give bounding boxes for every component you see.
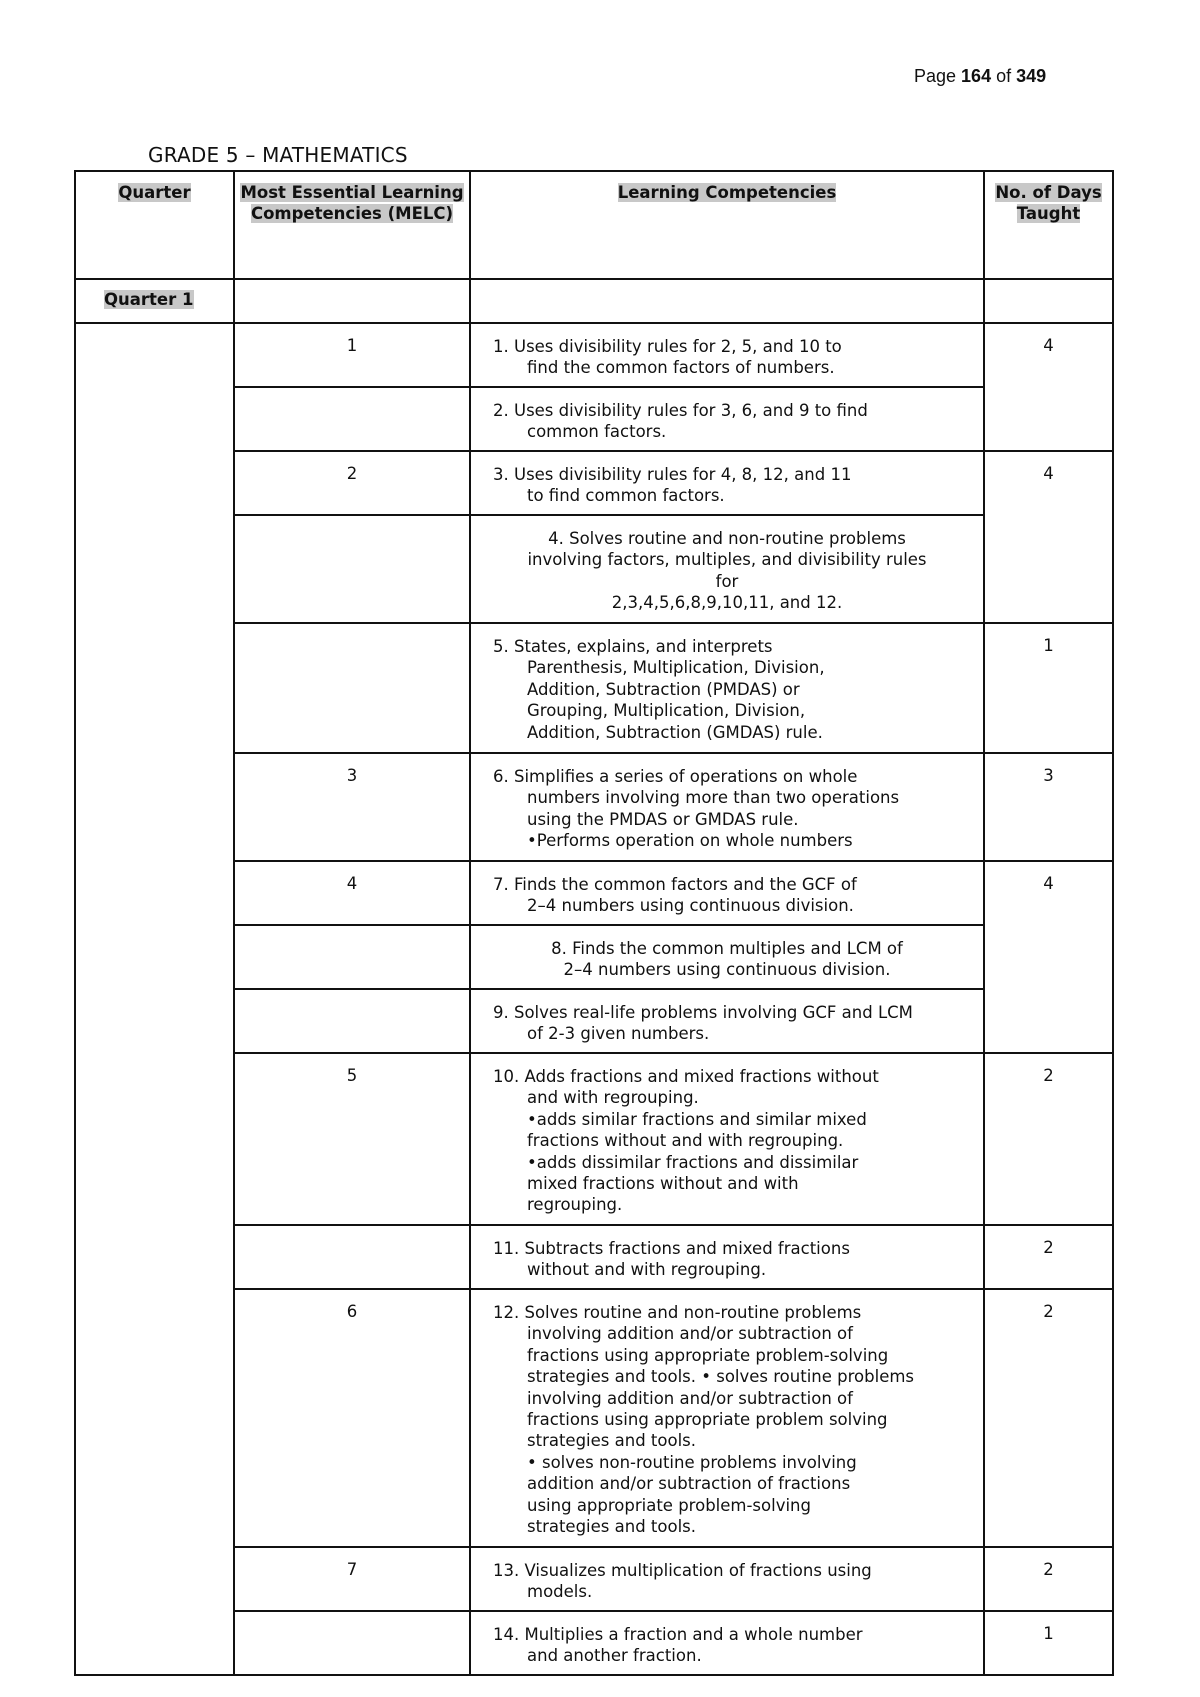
page-total: 349 [1016,66,1047,86]
competency-cell [470,451,984,515]
days-taught: 4 [984,451,1113,623]
header-days-label: No. of Days Taught [995,183,1102,223]
competency-line: for [715,571,739,591]
melc-number [234,1225,470,1289]
competency-line: 9. Solves real-life problems involving GCF and LCM [493,1003,913,1022]
competency-cell [470,1053,984,1225]
competency-cell [470,515,984,623]
header-competencies-label: Learning Competencies [617,183,837,202]
competency-line: involving addition and/or subtraction of [527,1388,853,1408]
competency-cell [470,989,984,1053]
competency-line: Addition, Subtraction (GMDAS) rule. [527,722,823,742]
competency-cell [470,861,984,925]
header-quarter [75,171,234,279]
days-taught: 4 [984,323,1113,451]
competency-line: and with regrouping. [527,1088,699,1108]
melc-number: 7 [234,1547,470,1611]
competency-cell [470,753,984,861]
competency-line: and another fraction. [527,1646,702,1666]
days-taught: 3 [984,753,1113,861]
competency-line: involving addition and/or subtraction of [527,1324,853,1344]
competency-line: models. [527,1582,593,1602]
melc-number [234,515,470,623]
quarter-cell [75,279,234,323]
melc-number: 2 [234,451,470,515]
days-taught: 2 [984,1289,1113,1547]
header-row [75,171,1113,279]
days-taught: 4 [984,861,1113,1053]
competency-line: fractions using appropriate problem-solving [527,1345,889,1365]
competency-cell [470,387,984,451]
quarter-label: Quarter 1 [104,290,194,309]
melc-table [74,170,1114,1676]
melc-number [234,1611,470,1675]
melc-number: 1 [234,323,470,387]
competency-cell [470,323,984,387]
quarter-empty-days [984,279,1113,323]
competency-line: strategies and tools. • solves routine problems [527,1367,915,1387]
days-taught: 1 [984,1611,1113,1675]
header-melc [234,171,470,279]
competency-line: common factors. [527,422,667,442]
competency-cell [470,1611,984,1675]
competency-line: using the PMDAS or GMDAS rule. [527,809,799,829]
table-row [75,323,1113,387]
competency-line: •adds dissimilar fractions and dissimilar [527,1152,859,1172]
competency-line: to find common factors. [527,486,725,506]
competency-line: 8. Finds the common multiples and LCM of [551,939,903,958]
quarter-empty-melc [234,279,470,323]
competency-line: 6. Simplifies a series of operations on whole [493,767,858,786]
days-taught: 2 [984,1225,1113,1289]
competency-line: 7. Finds the common factors and the GCF of [493,875,857,894]
competency-cell [470,925,984,989]
melc-number [234,623,470,753]
competency-line: 4. Solves routine and non-routine problems [548,529,906,548]
competency-line: 11. Subtracts fractions and mixed fractions [493,1239,850,1258]
competency-line: numbers involving more than two operations [527,788,900,808]
competency-line: 3. Uses divisibility rules for 4, 8, 12, and 11 [493,465,852,484]
page-current: 164 [961,66,992,86]
competency-line: 10. Adds fractions and mixed fractions without [493,1067,879,1086]
competency-line: 5. States, explains, and interprets [493,637,773,656]
melc-number [234,925,470,989]
competency-line: 13. Visualizes multiplication of fractions using [493,1561,872,1580]
competency-cell [470,1289,984,1547]
melc-number: 4 [234,861,470,925]
competency-line: without and with regrouping. [527,1260,767,1280]
competency-line: •adds similar fractions and similar mixed [527,1109,867,1129]
days-taught: 2 [984,1547,1113,1611]
melc-number: 5 [234,1053,470,1225]
competency-line: strategies and tools. [527,1517,697,1537]
competency-line: fractions using appropriate problem solving [527,1410,888,1430]
competency-line: 2–4 numbers using continuous division. [527,896,854,916]
competency-line: 12. Solves routine and non-routine problems [493,1303,862,1322]
header-melc-label: Most Essential Learning Competencies (MELC) [240,183,464,223]
days-taught: 2 [984,1053,1113,1225]
competency-cell [470,623,984,753]
melc-number: 6 [234,1289,470,1547]
competency-line: • solves non-routine problems involving [527,1452,857,1472]
header-days [984,171,1113,279]
melc-number [234,387,470,451]
competency-line: of 2-3 given numbers. [527,1024,710,1044]
competency-line: strategies and tools. [527,1431,697,1451]
competency-line: Addition, Subtraction (PMDAS) or [527,679,800,699]
competency-line: fractions without and with regrouping. [527,1131,844,1151]
melc-number [234,989,470,1053]
competency-line: 2,3,4,5,6,8,9,10,11, and 12. [611,593,843,613]
competency-line: mixed fractions without and with [527,1174,799,1194]
competency-line: regrouping. [527,1195,623,1215]
competency-line: find the common factors of numbers. [527,358,835,378]
header-competencies [470,171,984,279]
competency-line: •Performs operation on whole numbers [527,831,853,851]
quarter-column-cell [75,323,234,1675]
header-quarter-label: Quarter [118,183,191,202]
competency-cell [470,1547,984,1611]
competency-line: 1. Uses divisibility rules for 2, 5, and 10 to [493,337,842,356]
page-number [914,66,1046,87]
competency-line: involving factors, multiples, and divisibility rules [527,550,927,570]
page-of: of [991,66,1017,86]
competency-line: using appropriate problem-solving [527,1495,811,1515]
page-prefix: Page [914,66,962,86]
quarter-empty-comp [470,279,984,323]
competency-line: Parenthesis, Multiplication, Division, [527,658,825,678]
document-title: GRADE 5 – MATHEMATICS [148,143,408,167]
melc-number: 3 [234,753,470,861]
competency-line: 2. Uses divisibility rules for 3, 6, and 9 to find [493,401,868,420]
quarter-row [75,279,1113,323]
days-taught: 1 [984,623,1113,753]
competency-line: Grouping, Multiplication, Division, [527,701,806,721]
competency-line: 2–4 numbers using continuous division. [563,960,891,980]
competency-cell [470,1225,984,1289]
competency-line: 14. Multiplies a fraction and a whole number [493,1625,863,1644]
competency-line: addition and/or subtraction of fractions [527,1474,851,1494]
